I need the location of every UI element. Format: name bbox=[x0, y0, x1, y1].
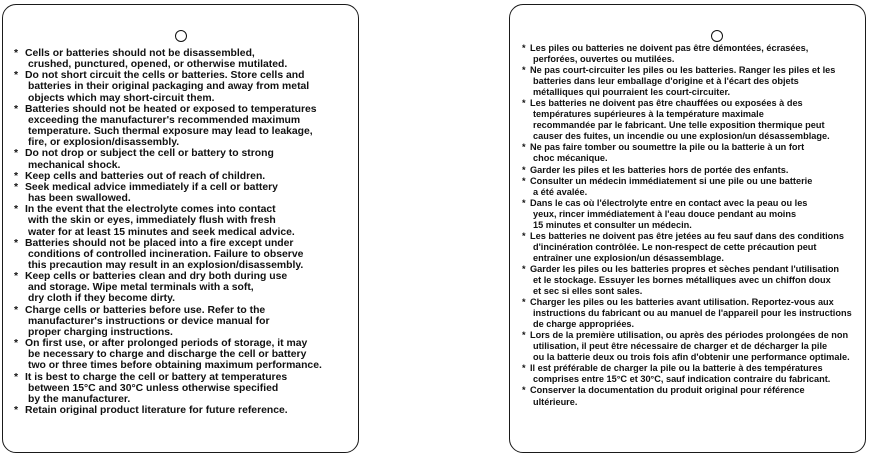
english-warning-list bbox=[14, 48, 356, 416]
warning-line: * Seek medical advice immediately if a cell or battery bbox=[25, 181, 278, 193]
warning-line: de charge appropriées. bbox=[533, 319, 635, 330]
warning-line: * Do not drop or subject the cell or battery to strong bbox=[25, 148, 274, 160]
warning-line: d'incinération contrôlée. Le non-respect de cette précaution peut bbox=[533, 241, 817, 252]
warning-line: temperature. Such thermal exposure may lead to leakage, bbox=[28, 126, 313, 138]
warning-item bbox=[522, 198, 864, 231]
warning-line: * Keep cells or batteries clean and dry both during use bbox=[25, 271, 288, 283]
french-warning-list bbox=[522, 43, 864, 408]
warning-item bbox=[14, 372, 356, 405]
warning-line: instructions du fabricant ou au manuel de l'appareil pour les instructions bbox=[533, 308, 852, 319]
warning-item bbox=[14, 70, 356, 103]
warning-item bbox=[522, 264, 864, 297]
warning-line: conditions of controlled incineration. Failure to observe bbox=[28, 248, 304, 260]
warning-line: yeux, rincer immédiatement à l'eau douce pendant au moins bbox=[533, 208, 797, 219]
warning-line: batteries in their original packaging and away from metal bbox=[28, 81, 310, 93]
warning-line: entraîner une explosion/un désassemblage. bbox=[533, 252, 724, 263]
warning-line: températures supérieures à la température maximale bbox=[533, 109, 764, 120]
warning-line: * In the event that the electrolyte comes into contact bbox=[25, 204, 276, 216]
warning-line: dry cloth if they become dirty. bbox=[28, 293, 176, 305]
warning-item bbox=[14, 48, 356, 70]
warning-line: ou la batterie deux ou trois fois afin d'obtenir une performance optimale. bbox=[533, 352, 850, 363]
warning-line: * Batteries should not be heated or exposed to temperatures bbox=[25, 103, 317, 115]
warning-item bbox=[522, 65, 864, 98]
warning-line: this precaution may result in an explosion/disassembly. bbox=[28, 259, 304, 271]
warning-item bbox=[522, 98, 864, 142]
english-warning-tag bbox=[2, 4, 359, 453]
warning-item bbox=[14, 104, 356, 149]
warning-item bbox=[522, 176, 864, 198]
warning-line: fire, or explosion/disassembly. bbox=[28, 137, 180, 149]
warning-line: * Lors de la première utilisation, ou après des périodes prolongées de non bbox=[530, 330, 849, 341]
warning-line: perforées, ouvertes ou mutilées. bbox=[533, 54, 675, 65]
warning-line: with the skin or eyes, immediately flush with fresh bbox=[28, 215, 276, 227]
warning-line: 15 minutes et consulter un médecin. bbox=[533, 219, 692, 230]
warning-line: * Dans le cas où l'électrolyte entre en contact avec la peau ou les bbox=[530, 197, 808, 208]
warning-item bbox=[14, 171, 356, 182]
warning-item bbox=[522, 165, 864, 176]
hang-hole bbox=[711, 30, 723, 42]
warning-line: causer des fuites, un incendie ou une explosion/un désassemblage. bbox=[533, 131, 830, 142]
warning-line: * Garder les piles ou les batteries propres et sèches pendant l'utilisation bbox=[530, 263, 840, 274]
warning-line: * Garder les piles et les batteries hors de portée des enfants. bbox=[530, 164, 789, 175]
warning-item bbox=[14, 271, 356, 304]
warning-line: * Ne pas faire tomber ou soumettre la pile ou la batterie à un fort bbox=[530, 142, 805, 153]
warning-line: * Il est préférable de charger la pile ou la batterie à des températures bbox=[530, 363, 823, 374]
warning-item bbox=[522, 363, 864, 385]
hang-hole bbox=[175, 30, 187, 42]
warning-line: * It is best to charge the cell or battery at temperatures bbox=[25, 371, 288, 383]
warning-line: métalliques qui pourraient les court-circuiter. bbox=[533, 87, 731, 98]
warning-line: * Consulter un médecin immédiatement si une pile ou une batterie bbox=[530, 175, 813, 186]
warning-line: batteries dans leur emballage d'origine et à l'écart des objets bbox=[533, 76, 799, 87]
warning-line: proper charging instructions. bbox=[28, 326, 173, 338]
warning-line: choc mécanique. bbox=[533, 153, 608, 164]
warning-line: et le stockage. Essuyer les bornes métalliques avec un chiffon doux bbox=[533, 274, 831, 285]
warning-line: has been swallowed. bbox=[28, 193, 131, 205]
warning-item bbox=[14, 148, 356, 170]
warning-line: a été avalée. bbox=[533, 186, 588, 197]
warning-line: * Charge cells or batteries before use. Refer to the bbox=[25, 304, 266, 316]
warning-line: * Les batteries ne doivent pas être chauffées ou exposées à des bbox=[530, 98, 803, 109]
warning-item bbox=[14, 338, 356, 371]
warning-item bbox=[14, 204, 356, 237]
french-warning-tag bbox=[509, 4, 866, 453]
warning-line: * Do not short circuit the cells or batteries. Store cells and bbox=[25, 70, 305, 82]
warning-line: et sec si elles sont sales. bbox=[533, 286, 643, 297]
warning-item bbox=[522, 43, 864, 65]
warning-line: * Cells or batteries should not be disassembled, bbox=[25, 48, 255, 59]
warning-line: between 15°C and 30°C unless otherwise specified bbox=[28, 382, 279, 394]
warning-line: * Charger les piles ou les batteries avant utilisation. Reportez-vous aux bbox=[530, 297, 834, 308]
warning-line: manufacturer's instructions or device manual for bbox=[28, 315, 270, 327]
warning-line: objects which may short-circuit them. bbox=[28, 92, 215, 104]
warning-item bbox=[522, 297, 864, 330]
warning-line: two or three times before obtaining maximum performance. bbox=[28, 360, 322, 372]
warning-line: * On first use, or after prolonged periods of storage, it may bbox=[25, 338, 308, 350]
warning-item bbox=[522, 330, 864, 363]
warning-line: * Retain original product literature for future reference. bbox=[25, 405, 288, 416]
warning-line: exceeding the manufacturer's recommended maximum bbox=[28, 114, 301, 126]
warning-line: * Les piles ou batteries ne doivent pas être démontées, écrasées, bbox=[530, 43, 809, 53]
warning-line: be necessary to charge and discharge the cell or battery bbox=[28, 349, 307, 361]
warning-item bbox=[522, 142, 864, 164]
warning-line: by the manufacturer. bbox=[28, 393, 131, 405]
warning-line: mechanical shock. bbox=[28, 159, 121, 171]
warning-line: utilisation, il peut être nécessaire de charger et de décharger la pile bbox=[533, 341, 828, 352]
warning-item bbox=[14, 305, 356, 338]
warning-line: crushed, punctured, opened, or otherwise mutilated. bbox=[28, 59, 288, 71]
warning-line: comprises entre 15°C et 30°C, sauf indication contraire du fabricant. bbox=[533, 374, 831, 385]
warning-line: * Batteries should not be placed into a fire except under bbox=[25, 237, 294, 249]
warning-item bbox=[522, 231, 864, 264]
warning-line: * Keep cells and batteries out of reach of children. bbox=[25, 170, 266, 182]
warning-item bbox=[14, 182, 356, 204]
warning-item bbox=[14, 405, 356, 416]
warning-item bbox=[522, 385, 864, 407]
warning-line: * Conserver la documentation du produit original pour référence bbox=[530, 385, 805, 396]
warning-line: water for at least 15 minutes and seek medical advice. bbox=[28, 226, 295, 238]
warning-item bbox=[14, 238, 356, 271]
warning-line: * Les batteries ne doivent pas être jetées au feu sauf dans des conditions bbox=[530, 230, 844, 241]
warning-line: recommandée par le fabricant. Une telle exposition thermique peut bbox=[533, 120, 825, 131]
warning-line: ultérieure. bbox=[533, 396, 578, 407]
warning-line: and storage. Wipe metal terminals with a soft, bbox=[28, 282, 254, 294]
warning-line: * Ne pas court-circuiter les piles ou les batteries. Ranger les piles et les bbox=[530, 65, 836, 76]
